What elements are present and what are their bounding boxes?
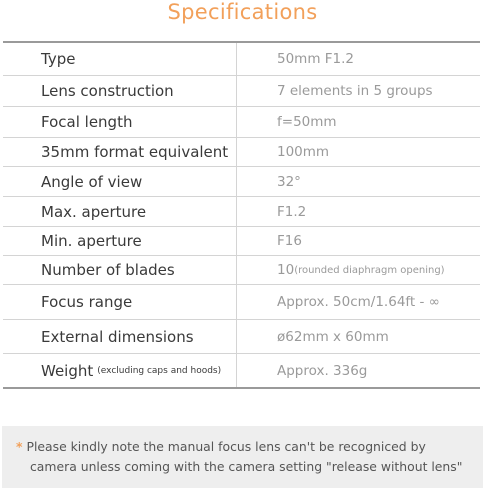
- spec-value: ø62mm x 60mm: [277, 328, 389, 345]
- spec-row-35mm-equivalent: [3, 138, 480, 167]
- spec-row-external-dimensions: [3, 320, 480, 354]
- spec-label: Min. aperture: [3, 227, 237, 255]
- spec-value: 32°: [277, 173, 301, 190]
- spec-value: F16: [277, 233, 302, 249]
- page-title: Specifications: [167, 0, 318, 24]
- spec-label: External dimensions: [3, 320, 237, 353]
- spec-value: 100mm: [277, 144, 330, 160]
- compatibility-note: [2, 426, 483, 488]
- spec-label: Number of blades: [3, 256, 237, 284]
- spec-value: Approx. 50cm/1.64ft - ∞: [277, 294, 440, 310]
- spec-row-angle-of-view: [3, 167, 480, 197]
- spec-row-lens-construction: [3, 76, 480, 107]
- spec-label: 35mm format equivalent: [3, 138, 237, 166]
- spec-row-number-of-blades: [3, 256, 480, 285]
- asterisk-icon: *: [16, 439, 23, 454]
- spec-label: Max. aperture: [3, 197, 237, 226]
- spec-label: Type: [3, 43, 237, 75]
- spec-row-type: [3, 43, 480, 76]
- spec-label: Lens construction: [3, 76, 237, 106]
- spec-table: [3, 41, 480, 389]
- spec-label: Weight (excluding caps and hoods): [3, 354, 237, 387]
- spec-row-max-aperture: [3, 197, 480, 227]
- spec-label: Focal length: [3, 107, 237, 137]
- spec-value: f=50mm: [277, 114, 337, 130]
- spec-row-focus-range: [3, 285, 480, 320]
- spec-value: 50mm F1.2: [277, 51, 355, 67]
- spec-value: F1.2: [277, 203, 307, 220]
- spec-value-note: (rounded diaphragm opening): [294, 264, 445, 276]
- spec-label: Angle of view: [3, 167, 237, 196]
- spec-label-note: (excluding caps and hoods): [97, 365, 222, 376]
- spec-row-min-aperture: [3, 227, 480, 256]
- spec-value: Approx. 336g: [277, 362, 368, 379]
- note-line-2: camera unless coming with the camera setting "release without lens": [30, 459, 463, 474]
- note-line-1: Please kindly note the manual focus lens can't be recogniced by: [26, 439, 426, 454]
- spec-value: 10 (rounded diaphragm opening): [277, 262, 445, 278]
- spec-row-weight: [3, 354, 480, 387]
- spec-row-focal-length: [3, 107, 480, 138]
- spec-label: Focus range: [3, 285, 237, 319]
- spec-value: 7 elements in 5 groups: [277, 83, 433, 99]
